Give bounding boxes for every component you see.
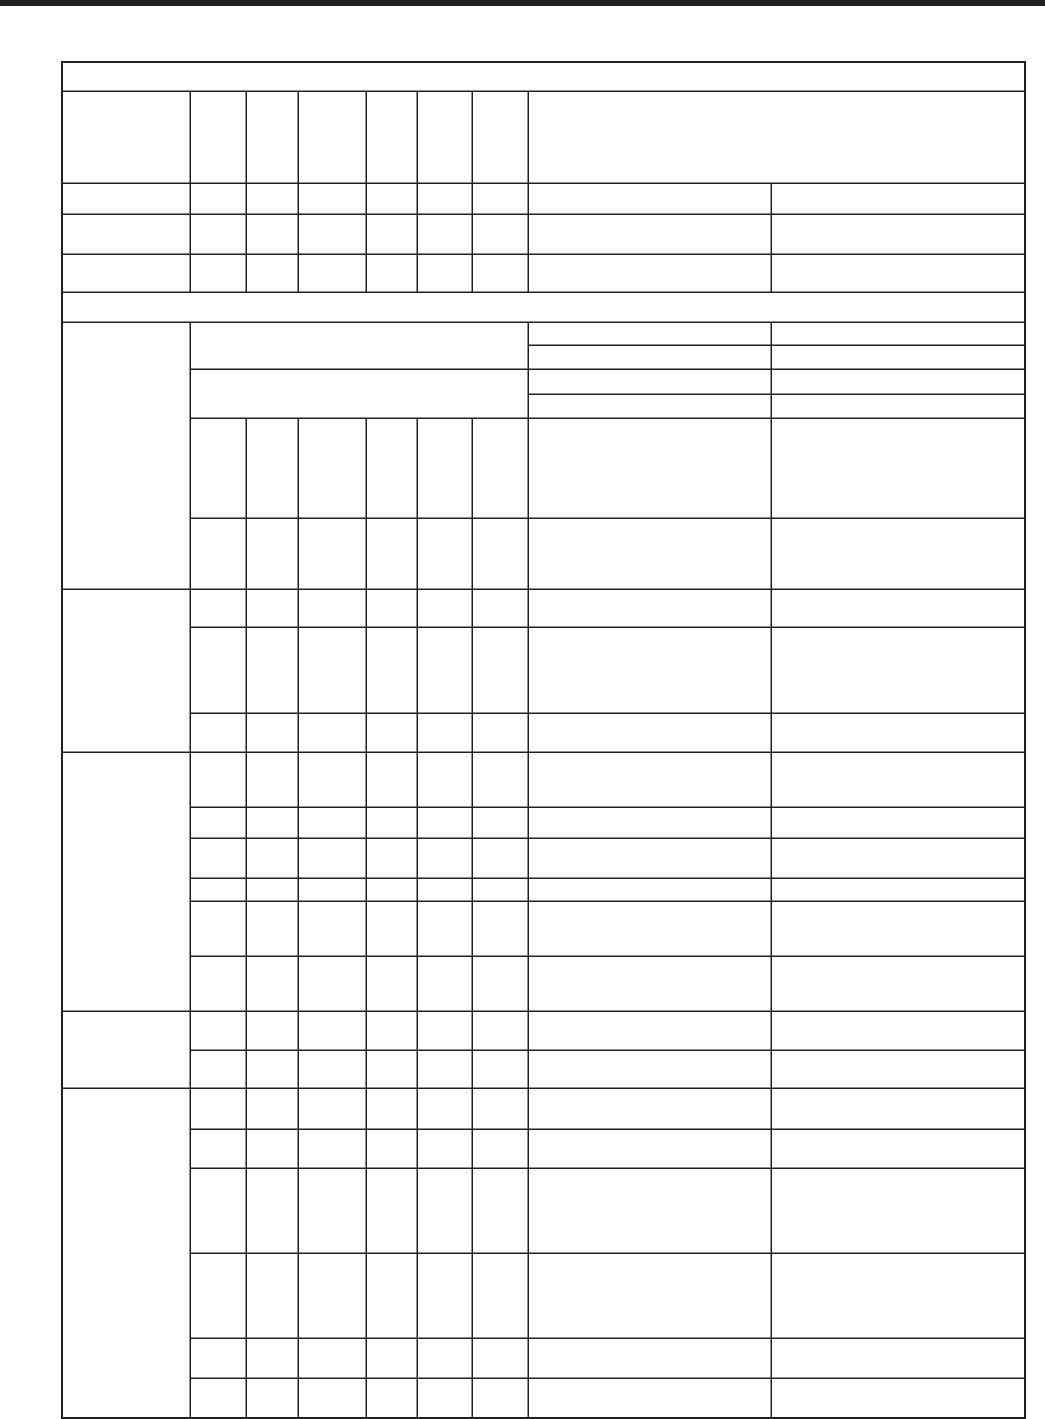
table-sub-rows <box>190 369 1025 1378</box>
table-full-rows <box>62 91 1025 1088</box>
table-columns <box>190 91 771 1418</box>
table-frame <box>62 62 1025 1418</box>
